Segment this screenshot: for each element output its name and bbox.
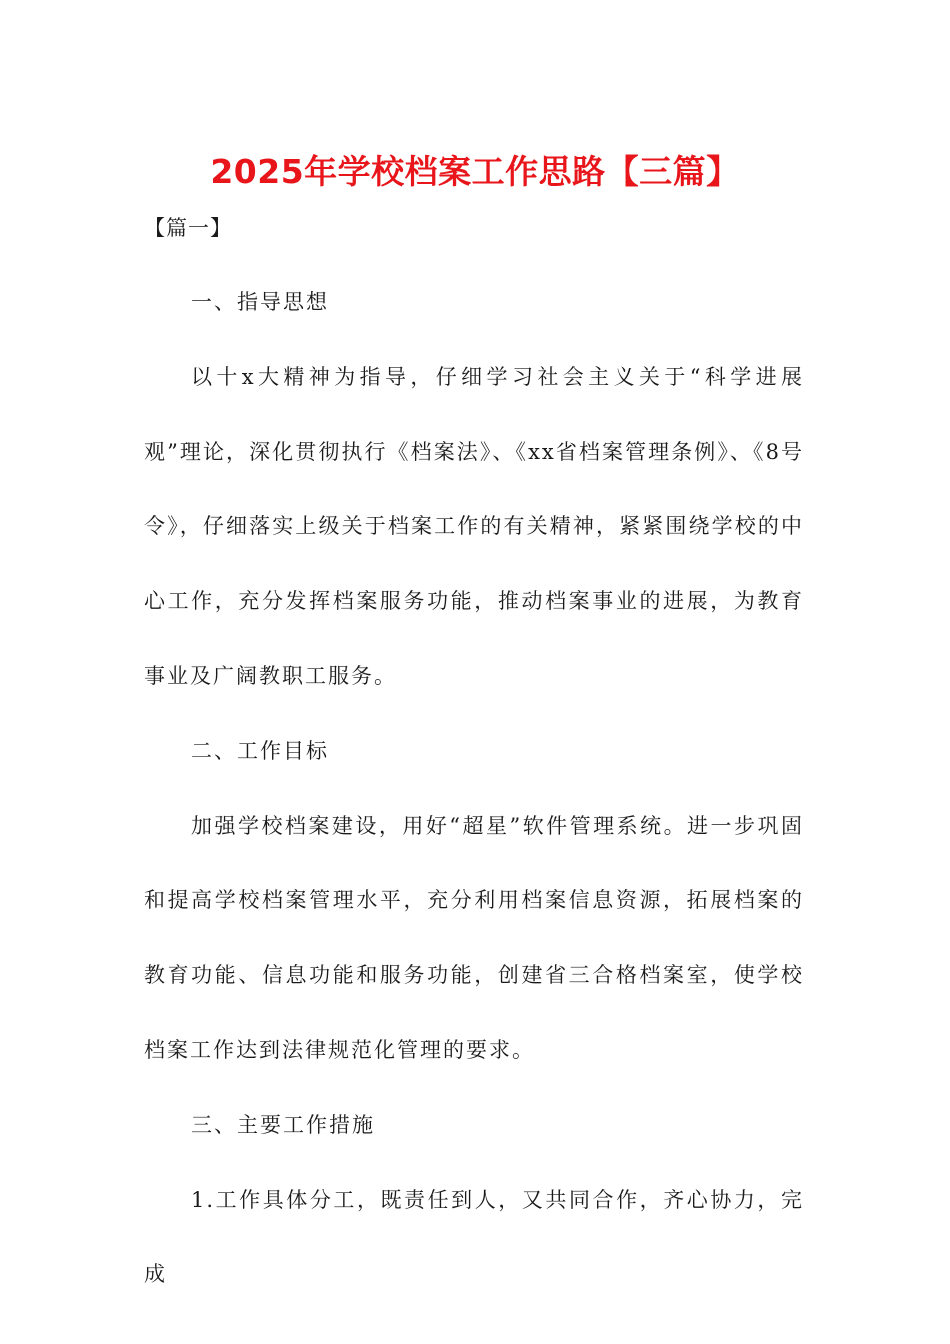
section-heading: 一、指导思想	[191, 290, 329, 314]
document-body	[144, 265, 804, 1312]
section-mark: 【篇一】	[144, 216, 232, 240]
section-heading: 三、主要工作措施	[191, 1112, 375, 1137]
section-heading: 二、工作目标	[191, 738, 329, 763]
body-paragraph: 加强学校档案建设，用好“超星”软件管理系统。进一步巩固和提高学校档案管理水平，充分利用档案信息资源，拓展档案的教育功能、信息功能和服务功能，创建省三合格档案室，使学校档案工作达到法律规范化管理的要求。	[144, 813, 804, 1062]
body-paragraph: 1.工作具体分工，既责任到人，又共同合作，齐心协力，完成	[144, 1187, 804, 1287]
body-paragraph: 以十x大精神为指导，仔细学习社会主义关于“科学进展观”理论，深化贯彻执行《档案法》、《xx省档案管理条例》、《8号令》，仔细落实上级关于档案工作的有关精神，紧紧围绕学校的中心工作，充分发挥档案服务功能，推动档案事业的进展，为教育事业及广阔教职工服务。	[144, 364, 804, 688]
document-title: 2025年学校档案工作思路【三篇】	[210, 152, 740, 191]
